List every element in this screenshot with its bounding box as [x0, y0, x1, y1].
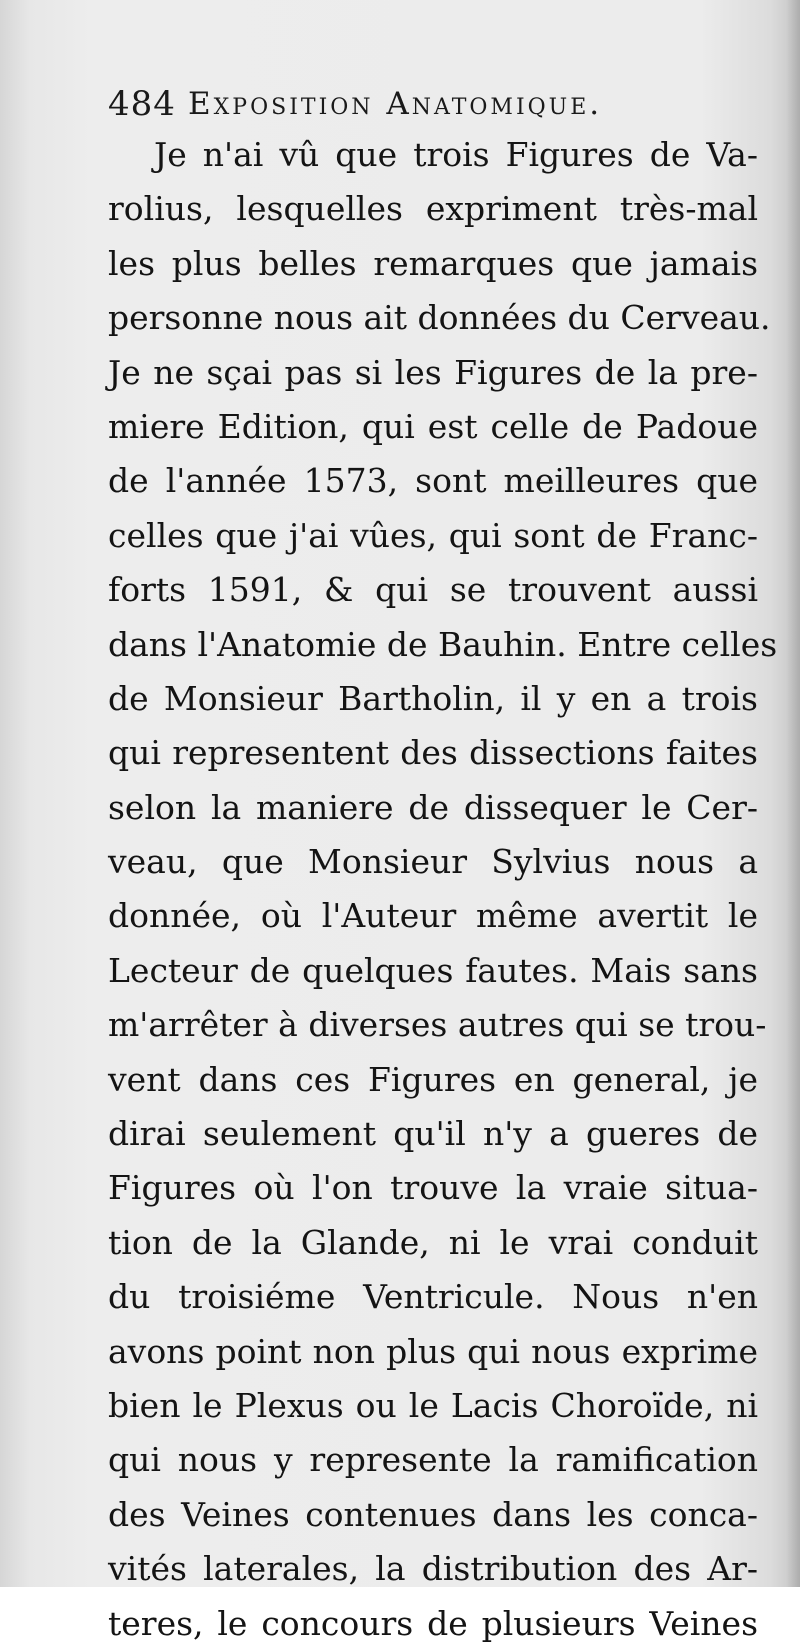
text-line: tion de la Glande, ni le vrai conduit — [108, 1222, 758, 1262]
text-line: Je ne sçai pas si les Figures de la pre- — [108, 352, 758, 392]
body-text — [108, 128, 778, 1651]
text-line: Je n'ai vû que trois Figures de Va- — [154, 135, 758, 174]
text-line: miere Edition, qui est celle de Padoue — [108, 406, 758, 446]
text-line: bien le Plexus ou le Lacis Choroïde, ni — [108, 1385, 758, 1425]
text-line: rolius, lesquelles expriment très-mal — [108, 189, 758, 229]
text-line: qui nous y represente la ramification — [108, 1440, 758, 1480]
text-line: dirai seulement qu'il n'y a gueres de — [108, 1114, 758, 1154]
text-line: dans l'Anatomie de Bauhin. Entre celles — [108, 624, 778, 664]
running-header — [108, 82, 768, 126]
text-line: vent dans ces Figures en general, je — [108, 1059, 758, 1099]
text-line: teres, le concours de plusieurs Veines — [108, 1603, 758, 1643]
text-line: qui representent des dissections faites — [108, 733, 758, 773]
text-line: personne nous ait données du Cerveau. — [108, 298, 771, 338]
text-line: Lecteur de quelques fautes. Mais sans — [108, 950, 758, 990]
text-line: du troisiéme Ventricule. Nous n'en — [108, 1277, 758, 1317]
text-line: vités laterales, la distribution des Ar- — [108, 1549, 758, 1589]
text-line: de Monsieur Bartholin, il y en a trois — [108, 678, 758, 718]
text-line: les plus belles remarques que jamais — [108, 243, 758, 283]
text-line: donnée, où l'Auteur même avertit le — [108, 896, 758, 936]
text-line: de l'année 1573, sont meilleures que — [108, 461, 758, 501]
page-gutter-shadow — [786, 0, 800, 1587]
running-title: Exposition Anatomique. — [188, 86, 603, 122]
text-line: veau, que Monsieur Sylvius nous a — [108, 842, 758, 882]
page-number: 484 — [108, 84, 176, 124]
text-line: celles que j'ai vûes, qui sont de Franc- — [108, 515, 758, 555]
text-line: m'arrêter à diverses autres qui se trou- — [108, 1005, 767, 1045]
text-line: selon la maniere de dissequer le Cer- — [108, 787, 758, 827]
text-line: forts 1591, & qui se trouvent aussi — [108, 570, 758, 610]
text-line: des Veines contenues dans les conca- — [108, 1494, 758, 1534]
text-line: avons point non plus qui nous exprime — [108, 1331, 758, 1371]
text-line: Figures où l'on trouve la vraie situa- — [108, 1168, 758, 1208]
